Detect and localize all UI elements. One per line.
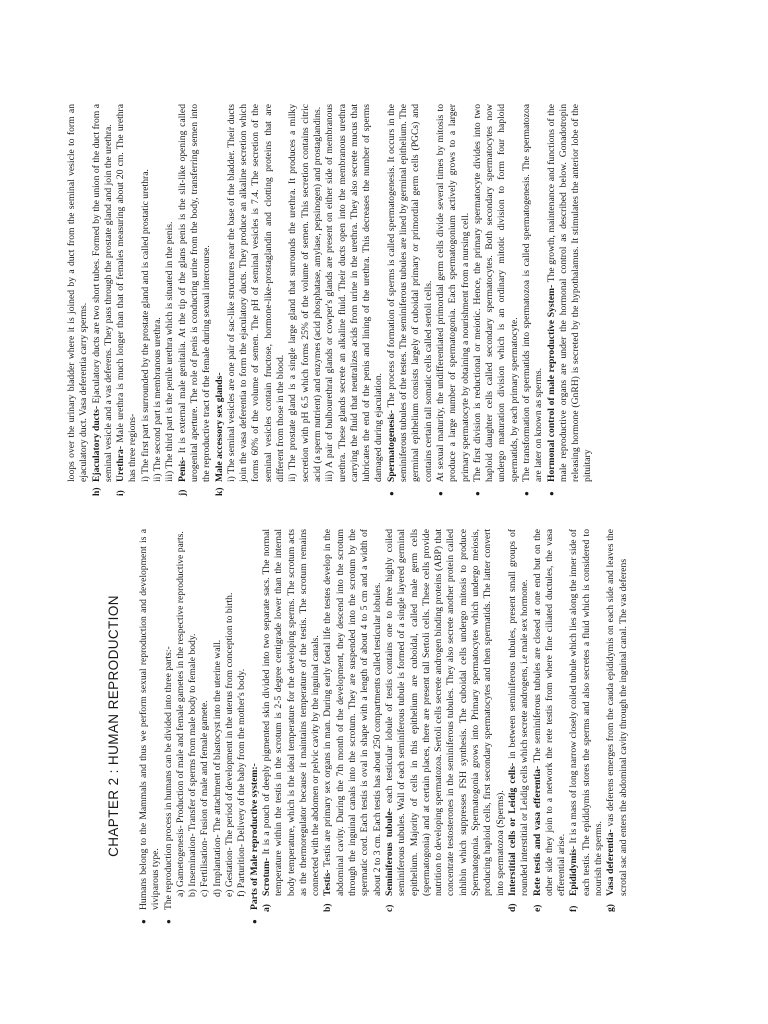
- urethra-part: iii) The third part is the penile urethra which is situated in the penis.: [164, 221, 176, 482]
- bullet-text: The transformation of spermatids into spermatozoa is called spermatogenesis. The spermatozoa are later on known as sperms.: [520, 104, 545, 482]
- bullet-text: The process of formation of sperms is called spermatogenesis. It occurs in the seminiferous tubules of the testes. The seminiferous tubules are lined by germinal epithelium. The germinal epithelium consists largely of cuboidal primary or primordial germ cells (PGCs) and contains certain tall somatic cells called sertoli cells.: [385, 104, 434, 482]
- chapter-title: CHAPTER 2 : HUMAN REPRODUCTION: [106, 595, 121, 857]
- intro-paragraph: ● Humans belong to the Mammals and thus we perform sexual reproduction and development is a viviparous type.: [138, 529, 163, 924]
- first-division-bullet: [472, 104, 521, 496]
- bullet-text: The first division is reductional or meiotic. Hence, the primary spermatocyte divides into two haploid daughter cells called secondary spermatocytes. Both secondary spermatocytes now undergo maturation division which is an ordinary mitotic division to form four haploid spermatids, by each primary spermatocyte.: [471, 104, 520, 482]
- part-heading: Epididymis-: [568, 845, 580, 896]
- part-penis: [177, 104, 214, 496]
- part-epididymis: [568, 529, 605, 924]
- part-heading: Seminiferous tubule-: [383, 808, 395, 896]
- spermatogenesis-bullet: [386, 104, 435, 496]
- part-ejaculatory-ducts: [91, 104, 116, 496]
- part-mark: b): [322, 903, 334, 912]
- part-rete-testis: [532, 529, 569, 924]
- part-mark: g): [605, 904, 617, 912]
- part-scrotum: [261, 529, 322, 924]
- part-text: Male urethra is much longer than that of females measuring about 20 cm. The urethra has three regions-: [115, 104, 139, 482]
- part-text: It is a mass of long narrow closely coiled tubule which lies along the inner side of each testis. The epididymis stores the sperms and also secretes a fluid which is considered to nourish the sperms.: [568, 529, 604, 896]
- part-text: Ejaculatory ducts are two short tubes. Formed by the union of the duct from a seminal vesicle and a vas deferens. They pass through the prostate gland and join the urethra.: [90, 104, 114, 482]
- sexual-maturity-bullet: [435, 104, 472, 496]
- right-column: [66, 104, 595, 496]
- urethra-part: ii) The second part is membranous urethra.: [152, 317, 164, 482]
- part-text: each testicular lobule of testis contains one to three highly coiled seminiferous tubules. Wall of each seminiferous tubule is formed of a single layered germinal epithelium. Majority of cells in this epithelium are cuboidal, called male germ cells (spermatogonia) and at certain places, there are present tall Sertoli cells. These cells provide nutrition to developing spermatozoa. Sertoli cells secrete androgen binding proteins (ABP) that concentrate testosterones in the seminiferous tubules. They also secrete another protein called inhibin which suppresses FSH synthesis. The cuboidal cells undergo mitosis to produce Spermatogonia. Spermatogonia grows into Primary spermatocytes which undergo meiosis, producing haploid cells, first secondary spermatocytes and then spermatids. The latter convert into spermatozoa (Sperms).: [383, 528, 506, 896]
- part-heading: Urethra-: [115, 445, 127, 482]
- parts-heading-text: Parts of Male reproductive system:-: [248, 763, 260, 910]
- part-heading: Rete testis and vasa efferentia-: [531, 765, 543, 896]
- part-testis: [322, 529, 383, 924]
- part-mark: e): [531, 904, 543, 912]
- process-item: e) Gestation- The period of development in the uterus from conception to birth.: [224, 592, 236, 897]
- part-heading: Ejaculatory ducts-: [90, 405, 102, 482]
- bullet-text: At sexual maturity, the undifferentiated primordial germ cells divide several times by mitosis to produce a large number of spermatogonia. Each spermatogonium actively grows to a larger primary spermatocyte by obtaining a nourishment from a nursing cell.: [434, 104, 471, 482]
- part-accessory-glands: [214, 104, 226, 496]
- gland-item: iii) A pair of bulbourethral glands or cowper's glands are present on either side of membranous urethra. These glands secrete an alkaline fluid. Their ducts open into the membranous urethra carrying the fluid that neutralizes acids from urine in the urethra. They also secrete mucus that lubricates the end of the penis and lining of the urethra. This decreases the number of sperms damaged during ejaculation.: [324, 104, 385, 482]
- process-item: a) Gametogenesis- Production of male and female gametes in the respective reproductive parts.: [174, 531, 186, 897]
- part-mark: c): [383, 904, 395, 912]
- process-item: c) Fertilisation- Fusion of male and female gamete.: [199, 700, 211, 897]
- continuation-text: loops over the urinary bladder where it is joined by a duct from the seminal vesicle to form an ejaculatory duct. Vasa deferentia carry sperms.: [66, 104, 90, 482]
- part-urethra: [115, 104, 140, 496]
- gland-item: ii) The prostate gland is a single large gland that surrounds the urethra. It produces a milky secretion with pH 6.5 which forms 25% of the volume of semen. This secretion contains citric acid (a sperm nutrient) and enzymes (acid phosphatase, amylase, pepsinogen) and prostaglandins.: [287, 104, 323, 482]
- part-mark: a): [260, 904, 272, 912]
- part-text: in between seminiferous tubules, present small groups of rounded interstitial or Leidig cells which secrete androgens, i.e male sex hormone.: [506, 529, 531, 896]
- part-heading: Male accessory sex glands-: [213, 372, 225, 482]
- part-interstitial-cells: [507, 529, 532, 924]
- part-heading: Interstitial cells or Leidig cells-: [506, 762, 518, 896]
- part-text: It is external male genitalia. At the tip of the glans penis is the slit-like opening called urogenital aperture. The role of penis is conducting urine from the body, transferring semen into the reproductive tract of the female during sexual intercourse.: [176, 104, 213, 482]
- part-text: The seminiferous tubules are closed at one end but on the other side they join to a network the rete testis from where fine ciliated ductules, the vasa efferential arise.: [531, 529, 568, 896]
- bullet-heading: Hormonal control of male reproductive System-: [545, 284, 557, 482]
- part-mark: f): [568, 905, 580, 912]
- process-intro: ● The reproduction process in humans can be divided into three parts:-: [163, 529, 175, 924]
- part-mark: d): [506, 903, 518, 912]
- process-item: f) Parturition- Delivery of the baby from the mother's body.: [236, 668, 248, 897]
- bullet-heading: Spermatogenesis-: [385, 410, 397, 482]
- parts-heading: [249, 529, 261, 924]
- part-text: Testis are primary sex organs in man. During early foetal life the testes develop in the abdominal cavity. During the 7th month of the development, they descend into the scrotum through the inguinal canals into the scrotum. They are suspended into the scrotum by the spermatic cord. Each testis is oval in shape with a length of about 4 to 5 cm and a width of about 2 to 3 cm. Each testis has about 250 compartments called testicular lobules.: [322, 529, 383, 896]
- hormonal-control-bullet: [546, 104, 595, 496]
- bullet-text: The growth, maintenance and functions of the male reproductive organs are under the hormonal control as described below. Gonadotropin releasing hormone (GnRH) is secreted by the hypothalamus. It stimulates the anterior lobe of the pituitary: [545, 104, 594, 482]
- part-text: It is a pouch of deeply pigmented skin divided into two separate sacs. The normal temperature within the testis in the scrotum is 2-5 degree centigrade lower than the internal body temperature, which is the ideal temperature for the developing sperms. The scrotum acts as the thermoregulator because it maintains temperature of the testis. The scrotum remains connected with the abdomen or pelvic cavity by the inguinal canals.: [260, 529, 322, 896]
- part-mark: j): [176, 489, 188, 496]
- gland-item: i) The seminal vesicles are one pair of sac-like structures near the base of the bladder. Their ducts join the vasa deferentia to form the ejaculatory ducts. They produce an alkaline secretion which forms 60% of the volume of semen. The pH of seminal vesicles is 7.4. The secretion of the seminal vesicles contain fructose, hormone-like-prostaglandin and clotting proteins that are different from those in the blood.: [225, 104, 287, 482]
- part-heading: Penis-: [176, 456, 188, 482]
- part-heading: Testis-: [322, 869, 334, 896]
- part-mark: i): [115, 490, 127, 496]
- process-item: b) Insemination- Transfer of sperms from male body to female body.: [187, 633, 199, 897]
- process-item: d) Implantation- The attachment of blastocyst into the uterine wall.: [211, 639, 223, 897]
- part-mark: k): [213, 487, 225, 496]
- part-text: vas deferens emerges from the cauda epididymis on each side and leaves the scrotal sac and enters the abdominal cavity through the inguinal canal. The vas deferens: [605, 529, 629, 896]
- part-heading: Vasa deferentia-: [605, 829, 617, 896]
- part-vasa-deferentia: [605, 529, 630, 924]
- part-heading: Scrotum-: [260, 857, 272, 896]
- urethra-part: i) The first part is surrounded by the prostate gland and is called prostatic urethra.: [139, 169, 151, 482]
- part-seminiferous-tubule: [384, 529, 507, 924]
- transformation-bullet: [521, 104, 546, 496]
- left-column: [138, 529, 630, 924]
- part-mark: h): [90, 487, 102, 496]
